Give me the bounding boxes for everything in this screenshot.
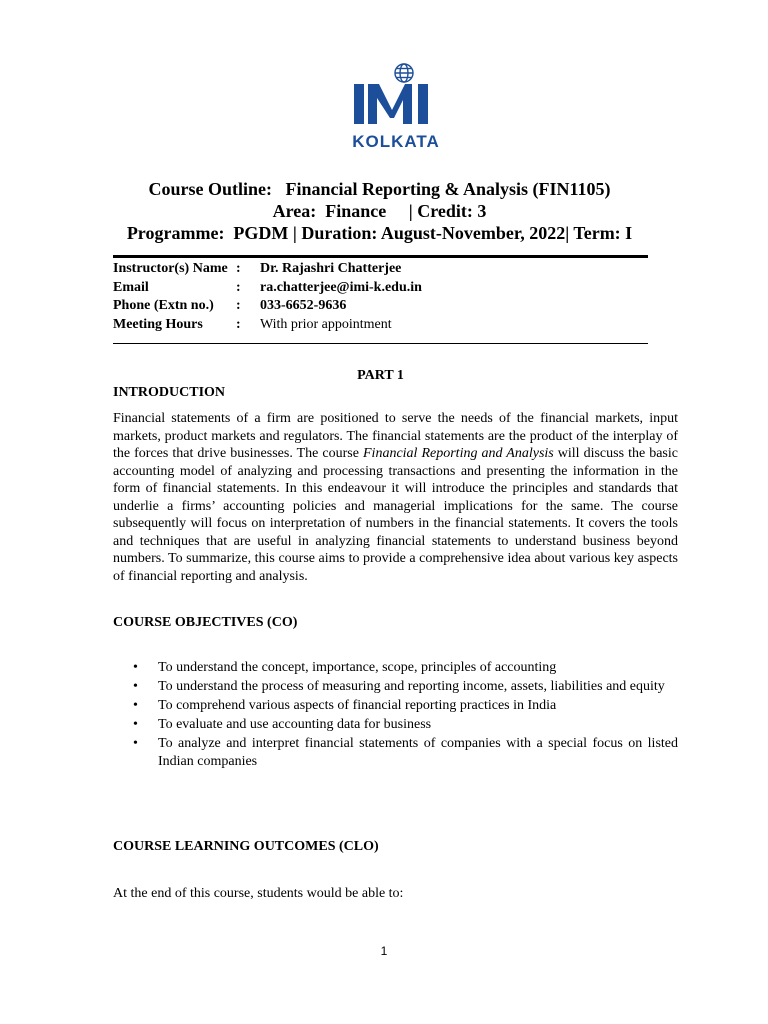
list-item xyxy=(113,678,678,696)
bullet-icon: • xyxy=(133,736,138,751)
objective-text: To analyze and interpret financial statements of companies with a special focus on listed Indian companies xyxy=(158,736,678,769)
info-divider xyxy=(113,343,648,344)
objective-text: To evaluate and use accounting data for business xyxy=(158,717,432,732)
list-item xyxy=(113,697,678,715)
info-label: Phone (Extn no.) xyxy=(113,298,214,313)
info-colon: : xyxy=(236,261,241,276)
objective-text: To understand the process of measuring and reporting income, assets, liabilities and equity xyxy=(158,679,665,694)
outcomes-intro: At the end of this course, students would be able to: xyxy=(113,886,404,901)
info-row-email xyxy=(113,279,422,298)
bullet-icon: • xyxy=(133,660,138,675)
info-label: Instructor(s) Name xyxy=(113,261,228,276)
meeting-hours-value: With prior appointment xyxy=(260,316,392,332)
instructor-phone: 033-6652-9636 xyxy=(260,298,347,313)
instructor-name: Dr. Rajashri Chatterjee xyxy=(260,261,402,276)
list-item xyxy=(113,735,678,771)
imi-kolkata-logo xyxy=(340,62,452,154)
course-area-credit: Area: Finance | Credit: 3 xyxy=(272,201,487,221)
imi-logo-mark xyxy=(348,62,444,126)
outcomes-heading: COURSE LEARNING OUTCOMES (CLO) xyxy=(113,839,379,854)
objective-text: To understand the concept, importance, scope, principles of accounting xyxy=(158,660,557,675)
instructor-email: ra.chatterjee@imi-k.edu.in xyxy=(260,279,422,295)
intro-course-name: Financial Reporting and Analysis xyxy=(363,446,554,461)
introduction-paragraph xyxy=(113,410,678,585)
info-colon: : xyxy=(236,298,241,313)
part-heading: PART 1 xyxy=(357,368,404,383)
objectives-list xyxy=(113,659,678,772)
list-item xyxy=(113,659,678,677)
introduction-heading: INTRODUCTION xyxy=(113,385,226,400)
bullet-icon: • xyxy=(133,698,138,713)
intro-text-part1: Financial statements of a firm are positioned to serve the needs of the financial markets, input markets, product markets and regulators. The financial statements are the product of the interplay of the forces that drive businesses. The course xyxy=(113,411,678,461)
course-title-block xyxy=(112,178,647,244)
info-label: Meeting Hours xyxy=(113,316,203,332)
info-colon: : xyxy=(236,279,241,295)
bullet-icon: • xyxy=(133,679,138,694)
bullet-icon: • xyxy=(133,717,138,732)
page-number: 1 xyxy=(380,944,388,958)
objectives-heading: COURSE OBJECTIVES (CO) xyxy=(113,615,298,630)
logo-city-label: KOLKATA xyxy=(352,132,440,151)
list-item xyxy=(113,716,678,734)
info-row-meeting-hours xyxy=(113,316,422,335)
info-colon: : xyxy=(236,316,241,332)
course-programme-duration: Programme: PGDM | Duration: August-November, 2022| Term: I xyxy=(126,223,633,243)
objective-text: To comprehend various aspects of financial reporting practices in India xyxy=(158,698,557,713)
title-divider xyxy=(113,255,648,258)
info-label: Email xyxy=(113,279,149,295)
info-row-phone xyxy=(113,297,422,316)
instructor-info xyxy=(113,260,422,334)
intro-text-part2: will discuss the basic accounting model of analyzing and processing transactions and presenting the information in the form of financial statements. In this endeavour it will introduce the principles and standards that underlie a firms’ accounting policies and managerial implications for the same. The course subsequently will focus on interpretation of numbers in the financial statements. It covers the tools and techniques that are useful in analyzing financial statements to understand business beyond numbers. To summarize, this course aims to provide a comprehensive idea about various key aspects of financial reporting and analysis. xyxy=(113,446,678,584)
globe-icon xyxy=(395,64,413,82)
course-title: Course Outline: Financial Reporting & Analysis (FIN1105) xyxy=(148,179,611,199)
info-row-instructor xyxy=(113,260,422,279)
